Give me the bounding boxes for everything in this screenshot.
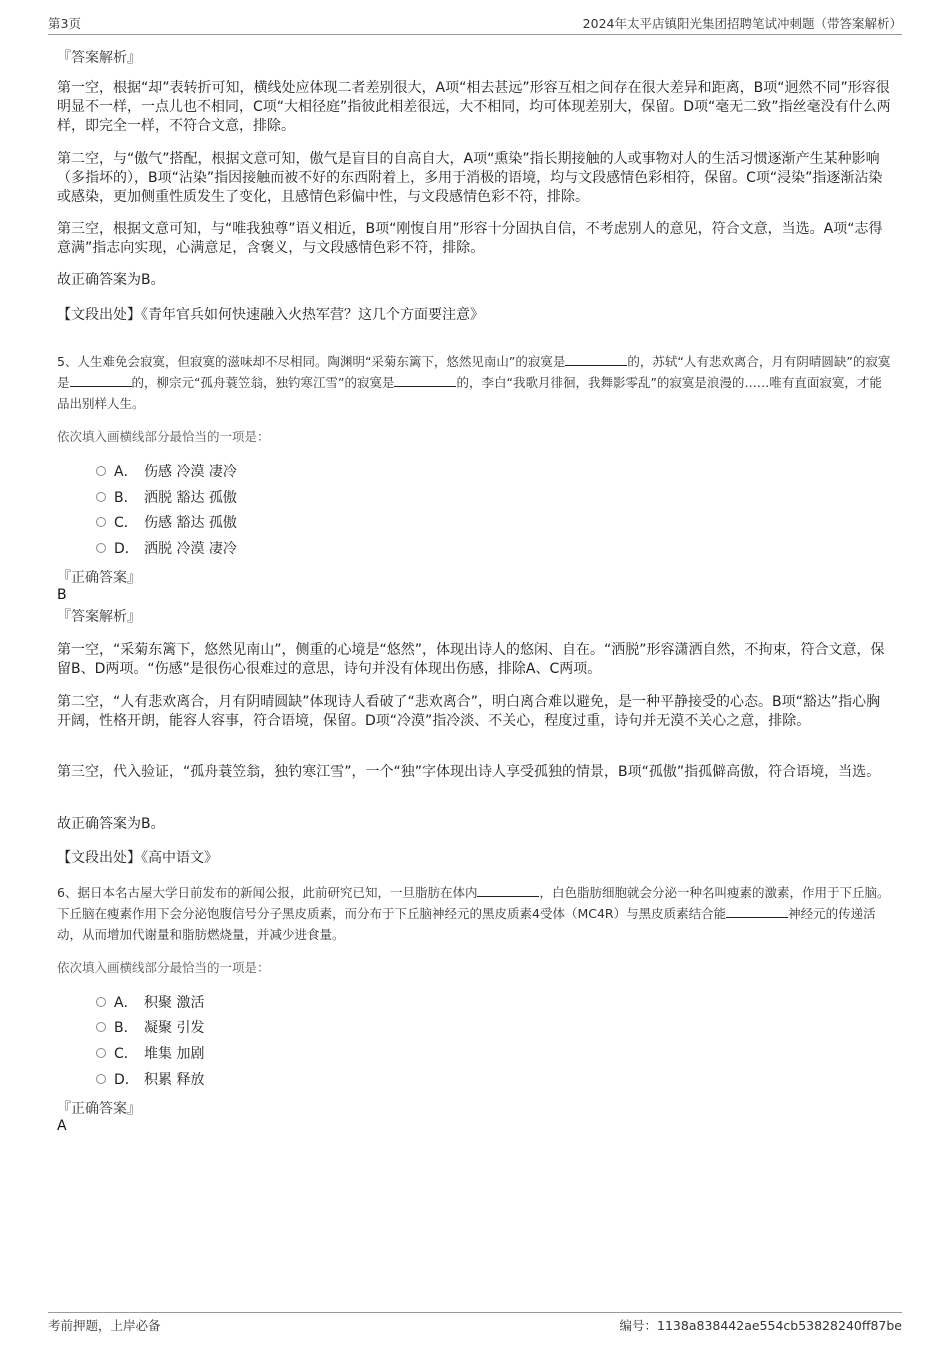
radio-icon[interactable]	[96, 1048, 106, 1058]
q5-stem: 5、人生难免会寂寞，但寂寞的滋味却不尽相同。陶渊明“采菊东篱下，悠然见南山”的寂寞是 的，苏轼“人有悲欢离合，月有阴晴圆缺”的寂寞是 的，柳宗元“孤舟蓑笠翁，独钓寒江雪”的寂寞是 的，李白“我歌月徘徊，我舞影零乱”的寂寞是浪漫的……唯有直面寂寞，才能品出别样人生。	[57, 354, 891, 411]
radio-icon[interactable]	[96, 1074, 106, 1084]
q6-prompt: 依次填入画横线部分最恰当的一项是：	[57, 960, 270, 975]
radio-icon[interactable]	[96, 1022, 106, 1032]
radio-icon[interactable]	[96, 543, 106, 553]
q6-answer-label: 『正确答案』	[57, 1101, 141, 1117]
q5-option-a[interactable]: A． 伤感 冷漠 凄冷	[96, 462, 237, 482]
q6-option-d[interactable]: D． 积累 释放	[96, 1070, 204, 1090]
q5-answer: B	[57, 587, 67, 603]
q6-option-b[interactable]: B． 凝聚 引发	[96, 1018, 204, 1038]
blank-2	[70, 374, 132, 387]
q4-analysis-label: 『答案解析』	[57, 50, 141, 66]
page-number: 第3页	[48, 16, 81, 31]
q5-answer-label: 『正确答案』	[57, 570, 141, 586]
blank-1	[477, 884, 539, 897]
q5-option-b[interactable]: B． 洒脱 豁达 孤傲	[96, 488, 237, 508]
q5-conclusion: 故正确答案为B。	[57, 816, 165, 832]
document-id: 编号：1138a838442ae554cb53828240ff87be	[619, 1318, 902, 1333]
blank-3	[394, 374, 456, 387]
radio-icon[interactable]	[96, 997, 106, 1007]
blank-2	[726, 905, 788, 918]
q6-option-a[interactable]: A． 积聚 激活	[96, 993, 204, 1013]
blank-1	[565, 353, 627, 366]
footer-slogan: 考前押题，上岸必备	[48, 1318, 161, 1333]
q5-prompt: 依次填入画横线部分最恰当的一项是：	[57, 429, 270, 444]
q5-option-c[interactable]: C． 伤感 豁达 孤傲	[96, 513, 237, 533]
q5-analysis-p1: 第一空，“采菊东篱下，悠然见南山”，侧重的心境是“悠然”，体现出诗人的悠闲、自在。“洒脱”形容潇洒自然，不拘束，符合文意，保留B、D两项。“伤感”是很伤心很难过的意思，诗句并没有体现出伤感，排除A、C两项。	[57, 642, 885, 677]
radio-icon[interactable]	[96, 517, 106, 527]
q5-option-d[interactable]: D． 洒脱 冷漠 凄冷	[96, 539, 237, 559]
q5-source: 【文段出处】《高中语文》	[57, 850, 218, 866]
q6-option-c[interactable]: C． 堆集 加剧	[96, 1044, 204, 1064]
q4-conclusion: 故正确答案为B。	[57, 272, 165, 288]
q5-analysis-label: 『答案解析』	[57, 609, 141, 625]
radio-icon[interactable]	[96, 466, 106, 476]
page-footer	[48, 1312, 902, 1336]
q5-analysis-p3: 第三空，代入验证，“孤舟蓑笠翁，独钓寒江雪”，一个“独”字体现出诗人享受孤独的情景，B项“孤傲”指孤僻高傲，符合语境，当选。	[57, 764, 881, 780]
q5-analysis-p2: 第二空，“人有悲欢离合，月有阴晴圆缺”体现诗人看破了“悲欢离合”，明白离合难以避免，是一种平静接受的心态。B项“豁达”指心胸开阔，性格开朗，能容人容事，符合语境，保留。D项“冷漠”指冷淡、不关心，程度过重，诗句并无漠不关心之意，排除。	[57, 694, 881, 729]
page-header	[48, 14, 902, 35]
radio-icon[interactable]	[96, 492, 106, 502]
q4-analysis-p3: 第三空，根据文意可知，与“唯我独尊”语义相近，B项“刚愎自用”形容十分固执自信，不考虑别人的意见，符合文意，当选。A项“志得意满”指志向实现，心满意足，含褒义，与文段感情色彩不符，排除。	[57, 221, 883, 256]
q6-answer: A	[57, 1118, 67, 1134]
document-title: 2024年太平店镇阳光集团招聘笔试冲刺题（带答案解析）	[582, 16, 902, 31]
q4-analysis-p2: 第二空，与“傲气”搭配，根据文意可知，傲气是盲目的自高自大，A项“熏染”指长期接触的人或事物对人的生活习惯逐渐产生某种影响（多指坏的），B项“沾染”指因接触而被不好的东西附着上，多用于消极的语境，均与文段感情色彩相符，保留。C项“浸染”指逐渐沾染或感染，更加侧重性质发生了变化，且感情色彩偏中性，与文段感情色彩不符，排除。	[57, 151, 883, 205]
q4-analysis-p1: 第一空，根据“却”表转折可知，横线处应体现二者差别很大，A项“相去甚远”形容互相之间存在很大差异和距离，B项“迥然不同”形容很明显不一样，一点儿也不相同，C项“大相径庭”指彼此相差很远，大不相同，均可体现差别大，保留。D项“毫无二致”指丝毫没有什么两样，即完全一样，不符合文意，排除。	[57, 80, 891, 134]
q6-stem: 6、据日本名古屋大学日前发布的新闻公报，此前研究已知，一旦脂肪在体内 ，白色脂肪细胞就会分泌一种名叫瘦素的激素，作用于下丘脑。下丘脑在瘦素作用下会分泌饱腹信号分子黑皮质素，而分布于下丘脑神经元的黑皮质素4受体（MC4R）与黑皮质素结合能 神经元的传递活动，从而增加代谢量和脂肪燃烧量，并减少进食量。	[57, 885, 890, 942]
q4-source: 【文段出处】《青年官兵如何快速融入火热军营？这几个方面要注意》	[57, 307, 484, 323]
